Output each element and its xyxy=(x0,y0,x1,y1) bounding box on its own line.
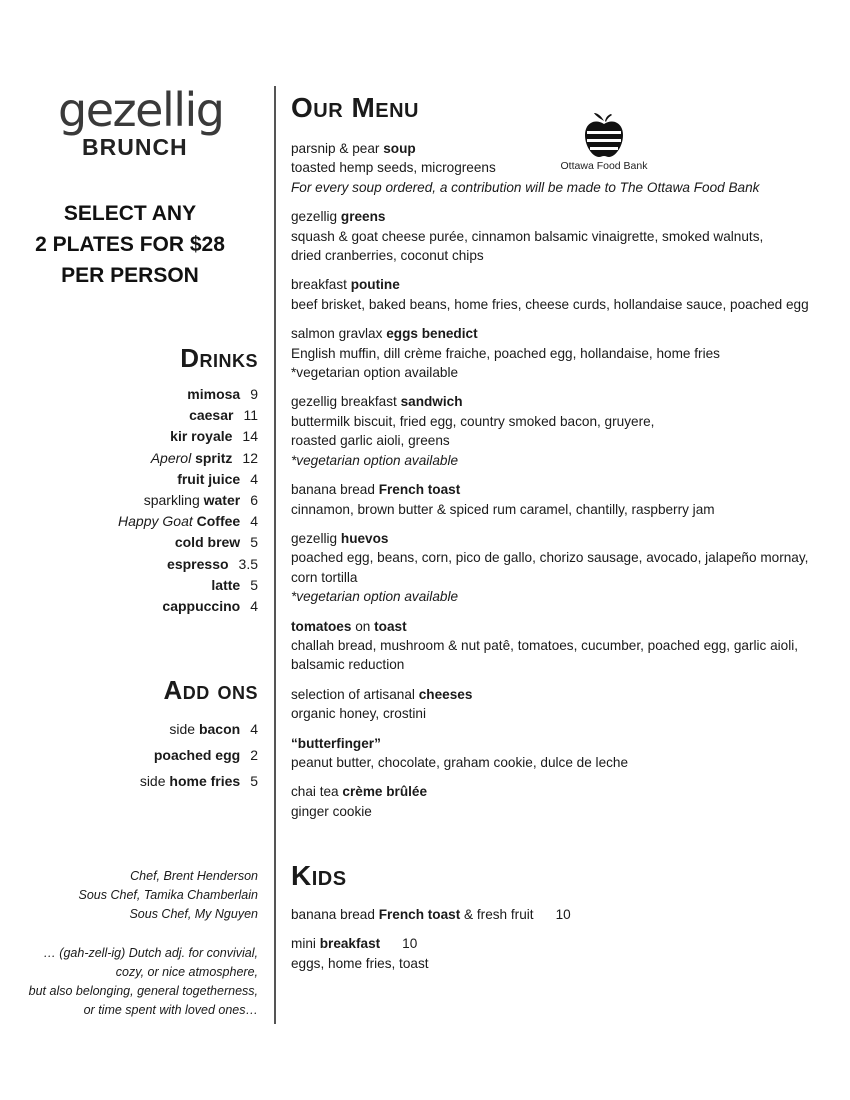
menu-item-name: greens xyxy=(340,209,386,225)
drinks-heading: Drinks xyxy=(180,343,258,373)
menu-item-title xyxy=(291,139,836,158)
drink-prefix: sparkling xyxy=(143,491,200,508)
drink-item xyxy=(118,448,258,469)
credit-line: Chef, Brent Henderson xyxy=(130,869,258,883)
menu-item-description: roasted garlic aioli, greens xyxy=(291,433,450,449)
menu-item-prefix: salmon gravlax xyxy=(291,326,383,342)
gezellig-definition xyxy=(29,944,258,1020)
drink-name: fruit juice xyxy=(177,470,241,487)
kids-heading: Kids xyxy=(291,860,347,891)
menu-item-note: *vegetarian option available xyxy=(291,365,459,381)
menu-item-description: cinnamon, brown butter & spiced rum caramel, chantilly, raspberry jam xyxy=(291,501,715,517)
menu-item-description: toasted hemp seeds, microgreens xyxy=(291,160,496,176)
menu-item xyxy=(291,207,836,265)
menu-item-name: cheeses xyxy=(418,686,473,702)
drinks-list xyxy=(118,384,258,617)
menu-item-prefix: parsnip & pear xyxy=(291,141,380,156)
menu-item-title xyxy=(291,617,836,636)
menu-item xyxy=(291,782,836,821)
menu-item-description: challah bread, mushroom & nut patê, tomatoes, cucumber, poached egg, garlic aioli, xyxy=(291,637,799,653)
kids-item-suffix: & fresh fruit xyxy=(464,907,534,922)
addon-name: home fries xyxy=(169,773,241,789)
menu-item-description: buttermilk biscuit, fried egg, country smoked bacon, gruyere, xyxy=(291,413,655,429)
menu-item-description: poached egg, beans, corn, pico de gallo, chorizo sausage, avocado, jalapeño mornay, xyxy=(291,550,809,566)
kids-item-title xyxy=(291,934,836,953)
logo-name: gezellig xyxy=(58,83,224,137)
menu-item-description: ginger cookie xyxy=(291,803,372,819)
addon-prefix: side xyxy=(139,773,166,789)
drink-price: 11 xyxy=(243,407,258,424)
drink-item xyxy=(118,426,258,447)
drink-prefix: Happy Goat xyxy=(118,513,193,530)
quote-line: but also belonging, general togetherness, xyxy=(28,984,258,998)
menu-item-title xyxy=(291,324,836,343)
menu-item-title xyxy=(291,782,836,801)
quote-line: cozy, or nice atmosphere, xyxy=(115,965,258,979)
drink-price: 4 xyxy=(250,513,258,530)
menu-item-description: balsamic reduction xyxy=(291,657,405,673)
menu-item xyxy=(291,139,836,197)
menu-item-name: tomatoes xyxy=(291,618,352,634)
menu-item xyxy=(291,685,836,724)
drink-price: 3.5 xyxy=(238,555,258,572)
menu-item-description: peanut butter, chocolate, graham cookie, dulce de leche xyxy=(291,754,629,770)
drink-name: mimosa xyxy=(187,386,241,402)
menu-item-prefix: gezellig xyxy=(291,530,338,546)
addon-item xyxy=(140,716,258,742)
addon-price: 4 xyxy=(250,721,258,737)
menu-item-prefix: chai tea xyxy=(291,784,339,800)
drink-price: 6 xyxy=(250,491,258,508)
menu-item-name: huevos xyxy=(340,530,389,546)
drink-price: 4 xyxy=(250,470,258,487)
promo-line: PER PERSON xyxy=(61,264,199,287)
drink-prefix: Aperol xyxy=(150,449,192,466)
restaurant-logo xyxy=(58,83,228,160)
right-column xyxy=(291,0,836,1100)
chef-credits xyxy=(79,867,259,924)
drink-name: cold brew xyxy=(174,534,241,551)
menu-item-description: corn tortilla xyxy=(291,569,358,585)
column-divider xyxy=(274,86,276,1024)
kids-item-description: eggs, home fries, toast xyxy=(291,955,429,971)
menu-item xyxy=(291,392,836,470)
menu-item-note: For every soup ordered, a contribution will be made to The Ottawa Food Bank xyxy=(291,179,760,195)
drink-price: 9 xyxy=(250,386,258,402)
menu-item-description: dried cranberries, coconut chips xyxy=(291,248,484,264)
credit-line: Sous Chef, My Nguyen xyxy=(129,907,258,921)
menu-item-title xyxy=(291,207,836,226)
credit-line: Sous Chef, Tamika Chamberlain xyxy=(78,888,258,902)
menu-item-title xyxy=(291,480,836,499)
drink-name: spritz xyxy=(195,449,233,466)
food-bank-label: Ottawa Food Bank xyxy=(560,160,648,172)
menu-item xyxy=(291,480,836,519)
quote-line: or time spent with loved ones… xyxy=(83,1003,258,1017)
menu-item-description: beef brisket, baked beans, home fries, cheese curds, hollandaise sauce, poached egg xyxy=(291,296,809,312)
menu-item-description: English muffin, dill crème fraiche, poached egg, hollandaise, home fries xyxy=(291,345,720,361)
drink-price: 12 xyxy=(242,449,258,466)
addon-price: 5 xyxy=(250,773,258,789)
kids-item-price: 10 xyxy=(555,907,571,922)
menu-item-title xyxy=(291,685,836,704)
menu-item xyxy=(291,275,836,314)
drink-name: Coffee xyxy=(196,513,241,530)
drink-item xyxy=(118,511,258,532)
menu-item-prefix: banana bread xyxy=(291,482,375,498)
menu-item-description: squash & goat cheese purée, cinnamon balsamic vinaigrette, smoked walnuts, xyxy=(291,228,764,244)
menu-item-title xyxy=(291,529,836,548)
menu-item-name-2: toast xyxy=(374,618,407,634)
promo-line: 2 PLATES FOR $28 xyxy=(35,233,225,256)
left-column xyxy=(0,0,258,1100)
menu-item-name: “butterfinger” xyxy=(291,735,381,751)
promo-text xyxy=(20,198,240,291)
drink-price: 5 xyxy=(250,534,258,551)
drink-item xyxy=(118,490,258,511)
drink-item xyxy=(118,469,258,490)
addon-item xyxy=(140,742,258,768)
menu-item-title xyxy=(291,734,836,753)
kids-item-prefix: banana bread xyxy=(291,907,375,922)
addon-item xyxy=(140,768,258,794)
drink-name: caesar xyxy=(189,407,234,424)
drink-item xyxy=(118,554,258,575)
addons-heading: Add ons xyxy=(163,675,258,705)
drink-name: cappuccino xyxy=(162,597,241,614)
menu-item-note: *vegetarian option available xyxy=(291,452,459,468)
kids-item-prefix: mini xyxy=(291,936,316,952)
drink-item xyxy=(118,405,258,426)
drink-item xyxy=(118,596,258,617)
drink-name: water xyxy=(203,491,241,508)
kids-items xyxy=(291,905,836,983)
menu-item xyxy=(291,529,836,607)
menu-item-connector: on xyxy=(355,618,371,634)
addon-prefix: side xyxy=(169,721,196,737)
menu-item-prefix: breakfast xyxy=(291,277,347,293)
menu-item-name: sandwich xyxy=(400,394,463,410)
menu-item xyxy=(291,617,836,675)
addon-price: 2 xyxy=(250,747,258,763)
quote-line: … (gah-zell-ig) Dutch adj. for convivial, xyxy=(43,946,258,960)
menu-item-prefix: gezellig breakfast xyxy=(291,394,397,410)
menu-heading: Our Menu xyxy=(291,92,419,123)
drink-item xyxy=(118,575,258,596)
menu-item-name: crème brûlée xyxy=(342,784,428,800)
drink-item xyxy=(118,532,258,553)
drink-price: 5 xyxy=(250,576,258,593)
menu-item-name: soup xyxy=(383,141,416,156)
menu-item-note: *vegetarian option available xyxy=(291,589,459,605)
logo-subtitle: BRUNCH xyxy=(82,134,188,160)
promo-line: SELECT ANY xyxy=(63,202,197,225)
menu-item-description: organic honey, crostini xyxy=(291,706,427,722)
kids-item xyxy=(291,934,836,973)
drink-price: 4 xyxy=(250,597,258,614)
drink-name: espresso xyxy=(167,555,229,572)
kids-item-name: French toast xyxy=(378,907,461,922)
menu-item-prefix: selection of artisanal xyxy=(291,686,415,702)
menu-items xyxy=(291,139,836,831)
menu-item-name: French toast xyxy=(378,482,461,498)
menu-item-name: eggs benedict xyxy=(386,326,478,342)
kids-item-price: 10 xyxy=(402,936,418,952)
addon-name: bacon xyxy=(198,721,241,737)
addon-name: poached egg xyxy=(153,747,241,763)
drink-name: latte xyxy=(211,576,241,593)
menu-item xyxy=(291,734,836,773)
menu-item-title xyxy=(291,392,836,411)
kids-item-name: breakfast xyxy=(319,936,381,952)
drink-item xyxy=(118,384,258,405)
menu-item-prefix: gezellig xyxy=(291,209,338,225)
menu-item-name: poutine xyxy=(350,277,400,293)
menu-item xyxy=(291,324,836,382)
kids-item-title xyxy=(291,905,836,924)
kids-item xyxy=(291,905,836,924)
addons-list xyxy=(140,716,258,794)
drink-price: 14 xyxy=(242,428,258,445)
drink-name: kir royale xyxy=(170,428,233,445)
menu-item-title xyxy=(291,275,836,294)
